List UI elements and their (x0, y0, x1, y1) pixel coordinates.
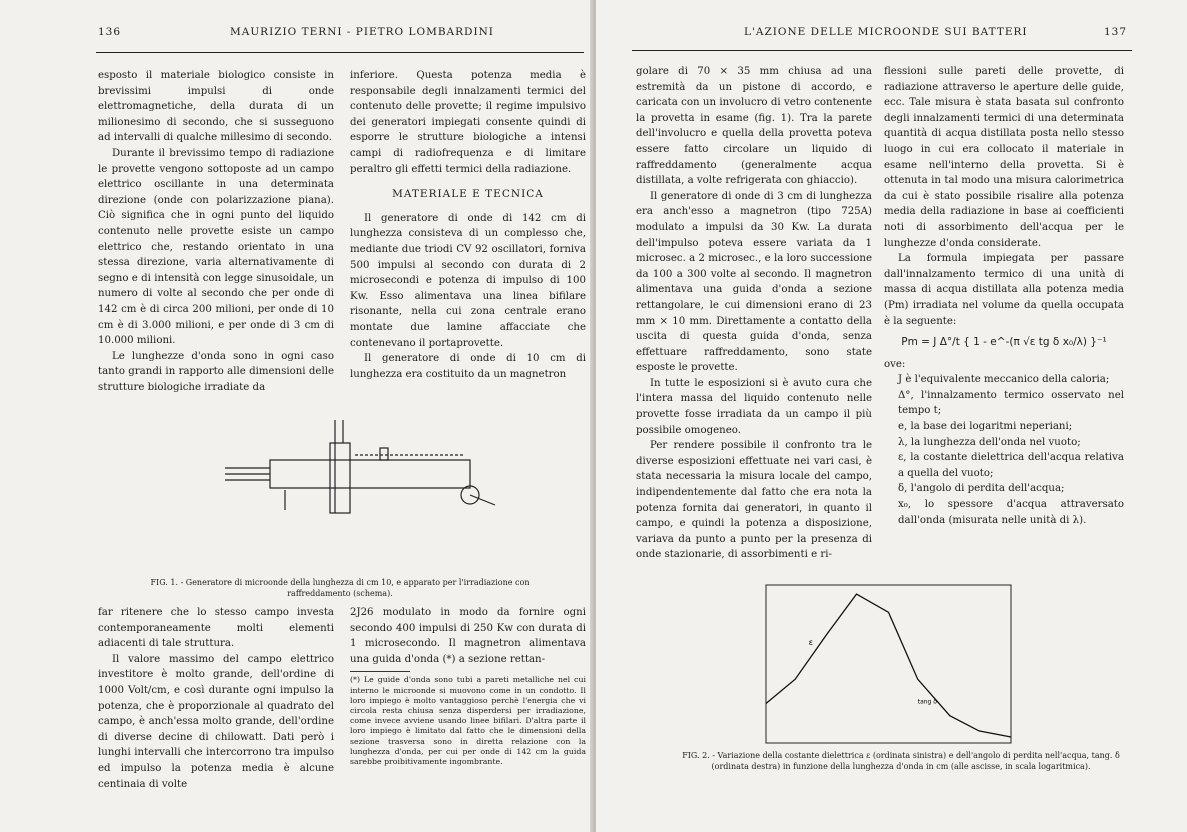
definition-item: δ, l'angolo di perdita dell'acqua; (898, 483, 1065, 495)
definition-item: Δ°, l'innalzamento termico osservato nel tempo t; (898, 389, 1124, 417)
paragraph: Le lunghezze d'onda sono in ogni caso tanto grandi in rapporto alle dimensioni delle strutture biologiche irradiate da (98, 350, 334, 393)
curve-label-tang-delta: tang δ (917, 698, 937, 706)
paragraph: Il generatore di onde di 10 cm di lunghezza era costituito da un magnetron (350, 353, 586, 380)
right-header-rule (632, 50, 1132, 51)
left-header-rule (96, 52, 584, 53)
figure-1-schematic (225, 415, 505, 515)
figure-1-caption: FIG. 1. - Generatore di microonde della lunghezza di cm 10, e apparato per l'irradiazione con raffreddamento (schema). (150, 578, 530, 598)
footnote-rule (350, 671, 410, 672)
left-page-number: 136 (98, 26, 122, 38)
paragraph: 2J26 modulato in modo da fornire ogni secondo 400 impulsi di 250 Kw con durata di 1 microsecondo. Il magnetron alimentava una guida d'onda (*) a sezione rettan- (350, 607, 586, 665)
left-col1-top (98, 68, 334, 395)
definition-item: e, la base dei logaritmi neperiani; (898, 421, 1073, 433)
left-col1-bottom (98, 605, 334, 792)
sample-tube-holder (330, 443, 350, 513)
ove-label: ove: (884, 358, 906, 370)
chart-frame (766, 585, 1011, 743)
definition-item: J è l'equivalente meccanico della caloria; (898, 374, 1110, 386)
left-running-head: MAURIZIO TERNI - PIETRO LOMBARDINI (230, 26, 494, 38)
paragraph: Per rendere possibile il confronto tra le diverse esposizioni effettuate nei vari casi, è stata necessaria la misura locale del campo, indipendentemente dal fatto che era nota la potenza fornita dai generatori, in quanto il campo, e quindi la potenza a disposizione, variava da punto a punto per la presenza di onde stazionarie, di assorbimenti e ri- (636, 440, 872, 561)
definitions-list (884, 372, 1124, 528)
paragraph: flessioni sulle pareti delle provette, di radiazione attraverso le aperture delle guide, ecc. Tale misura è stata basata sul confronto degli innalzamenti termici di una determinata quantità di acqua distillata posta nello stesso luogo in cui era collocato il materiale in esame nell'interno della provetta. Si è ottenuta in tal modo una misura calorimetrica da cui è stato possibile risalire alla potenza media della radiazione in base ai coefficienti noti di assorbimento dell'acqua per le lunghezze d'onda considerate. (884, 66, 1124, 249)
right-col1 (636, 64, 872, 563)
paragraph: Il valore massimo del campo elettrico investitore è molto grande, dell'ordine di 1000 Volt/cm, e così durante ogni impulso la potenza, che è proporzionale al quadrato del campo, è anch'essa molto grande, dell'ordine di diverse decine di chilowatt. Dati però i lunghi intervalli che intercorrono tra impulso ed impulso la potenza media è alcune centinaia di volte (98, 653, 334, 790)
paragraph: La formula impiegata per passare dall'innalzamento termico di una unità di massa di acqua distillata alla potenza media (Pm) irradiata nel volume da quella occupata è la seguente: (884, 253, 1124, 327)
series-line-tang-delta (766, 594, 1011, 737)
definition-item: ε, la costante dielettrica dell'acqua relativa a quella del vuoto; (898, 452, 1124, 479)
definition-item: λ, la lunghezza dell'onda nel vuoto; (898, 436, 1081, 448)
right-running-head: L'AZIONE DELLE MICROONDE SUI BATTERI (744, 26, 1028, 38)
curve-label-epsilon: ε (808, 637, 814, 647)
paragraph: inferiore. Questa potenza media è responsabile degli innalzamenti termici del contenuto delle provette; il regime impulsivo dei generatori impiegati consente quindi di esporre le strutture biologiche a intensi campi di radiofrequenza e di limitare peraltro gli effetti termici della radiazione. (350, 70, 586, 175)
section-heading: MATERIALE E TECNICA (392, 188, 544, 201)
paragraph: Durante il brevissimo tempo di radiazione le provette vengono sottoposte ad un campo elettrico oscillante in una determinata direzione (onde con polarizzazione piana). Ciò significa che in ogni punto del liquido contenuto nelle provette esiste un campo elettrico che, restando orientato in una stessa direzione, varia alternativamente di segno e di intensità con legge sinusoidale, un numero di volte al secondo che per onde di 142 cm è di circa 200 milioni, per onde di 10 cm è di 3.000 milioni, e per onde di 3 cm di 10.000 milioni. (98, 147, 334, 347)
right-page (596, 0, 1187, 832)
footnote: (*) Le guide d'onda sono tubi a pareti metalliche nel cui interno le microonde si muovono come in un condotto. Il loro impiego è molto vantaggioso perchè l'energia che vi circola resta chiusa senza disperdersi per irradiazione, come invece avviene usando linee bifilari. D'altra parte il loro impiego è limitato dal fatto che le dimensioni della sezione trasversa sono in diretta relazione con la lunghezza d'onda, per cui per onde di 142 cm la guida sarebbe proibitivamente ingombrante. (350, 675, 586, 766)
paragraph: In tutte le esposizioni si è avuto cura che l'intera massa del liquido contenuto nelle provette fosse irradiata da un campo il più possibile omogeneo. (636, 377, 872, 436)
left-col2-bottom (350, 605, 586, 767)
waveguide-body (270, 460, 470, 488)
left-page (0, 0, 593, 832)
left-col2-top (350, 68, 586, 382)
figure-2-chart (756, 580, 1026, 750)
right-page-number: 137 (1104, 26, 1128, 38)
paragraph: golare di 70 × 35 mm chiusa ad una estremità da un pistone di accordo, e caricata con un involucro di vetro contenente la provetta in esame (fig. 1). Tra la parete dell'involucro e quella della provetta poteva essere fatto circolare un liquido di raffreddamento (generalmente acqua distillata, a volte refrigerata con ghiaccio). (636, 66, 872, 187)
formula: Pm = J Δ°/t { 1 - e^-(π √ε tg δ x₀/λ) }⁻¹ (901, 336, 1107, 349)
paragraph: esposto il materiale biologico consiste in brevissimi impulsi di onde elettromagnetiche, della durata di un milionesimo di secondo, che si susseguono ad intervalli di qualche millesimo di secondo. (98, 70, 334, 144)
paragraph: Il generatore di onde di 3 cm di lunghezza era anch'esso a magnetron (tipo 725A) modulato a impulsi da 30 Kw. La durata dell'impulso poteva essere variata da 1 microsec. a 2 microsec., e la loro successione da 100 a 300 volte al secondo. Il magnetron alimentava una guida d'onda a sezione rettangolare, le cui dimensioni erano di 23 mm × 10 mm. Direttamente a contatto della uscita di questa guida d'onda, senza effettuare raffreddamento, sono state esposte le provette. (636, 190, 872, 374)
right-col2 (884, 64, 1124, 528)
paragraph: far ritenere che lo stesso campo investa contemporaneamente molti elementi adiacenti di tale struttura. (98, 607, 334, 650)
figure-2-caption: FIG. 2. - Variazione della costante dielettrica ε (ordinata sinistra) e dell'angolo di perdita nell'acqua, tang. δ (ordinata destra) in funzione della lunghezza d'onda in cm (alle ascisse, in scala logaritmica). (682, 751, 1120, 771)
paragraph: Il generatore di onde di 142 cm di lunghezza consisteva di un complesso che, mediante due triodi CV 92 oscillatori, forniva 500 impulsi al secondo con durata di 2 microsecondi e potenza di impulso di 100 Kw. Esso alimentava una linea bifilare risonante, nella cui zona centrale erano montate due lamine affacciate che contenevano il portaprovette. (350, 212, 586, 349)
definition-item: x₀, lo spessore d'acqua attraversato dall'onda (misurata nelle unità di λ). (898, 499, 1124, 526)
